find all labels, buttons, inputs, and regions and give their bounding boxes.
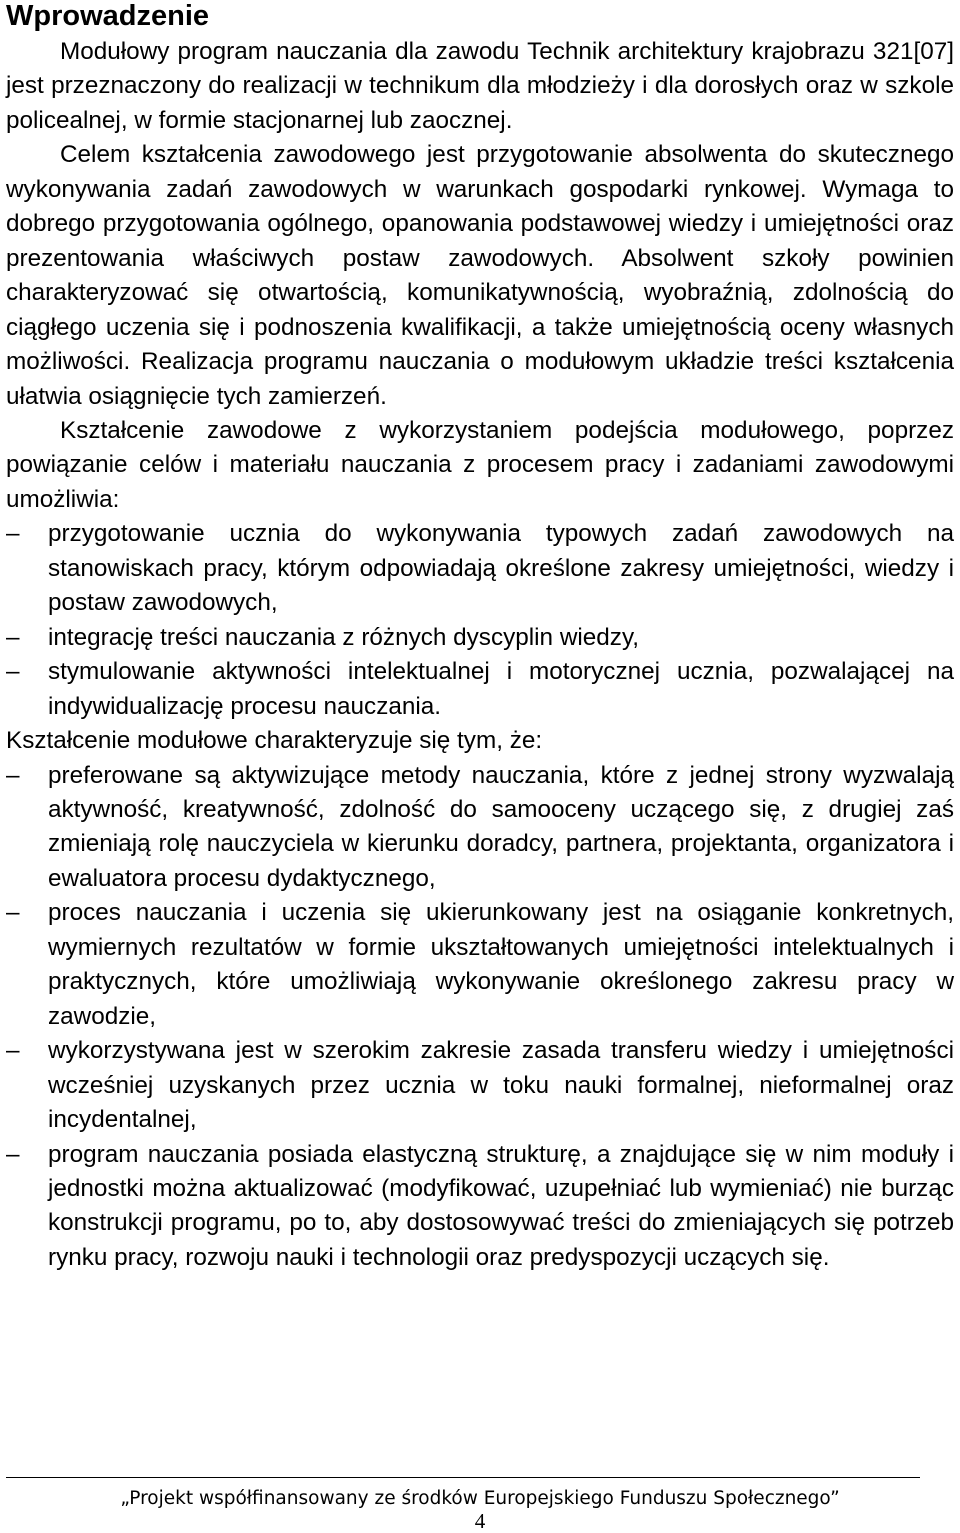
list-item	[6, 621, 954, 655]
list-item-text: preferowane są aktywizujące metody nauczania, które z jednej strony wyzwalają aktywność, kreatywność, zdolność do samooceny uczącego się, z drugiej zaś zmieniają rolę nauczyciela w kierunku doradcy, partnera, projektanta, organizatora i ewaluatora procesu dydaktycznego,	[48, 761, 954, 892]
bullet-list-enables	[6, 517, 954, 724]
bullet-list-characteristics	[6, 759, 954, 1276]
list-item	[6, 517, 954, 620]
list-item	[6, 896, 954, 1034]
dash-marker: –	[6, 1037, 20, 1065]
dash-marker: –	[6, 1140, 20, 1168]
list-item-text: integrację treści nauczania z różnych dyscyplin wiedzy,	[48, 623, 640, 651]
page-title: Wprowadzenie	[6, 0, 210, 32]
list-item-text: proces nauczania i uczenia się ukierunkowany jest na osiąganie konkretnych, wymiernych rezultatów w formie ukształtowanych umiejętności intelektualnych i praktycznych, które umożliwiają wykonywanie określonego zakresu pracy w zawodzie,	[48, 899, 954, 1030]
list-item	[6, 655, 954, 724]
list-item-text: przygotowanie ucznia do wykonywania typowych zadań zawodowych na stanowiskach pracy, którym odpowiadają określone zakresy umiejętności, wiedzy i postaw zawodowych,	[48, 520, 954, 617]
paragraph-characteristics: Kształcenie modułowe charakteryzuje się tym, że:	[6, 727, 543, 755]
dash-marker: –	[6, 520, 20, 548]
footer-divider	[6, 1477, 920, 1478]
footer-text: „Projekt współfinansowany ze środków Europejskiego Funduszu Społecznego”	[120, 1488, 840, 1509]
page-number: 4	[474, 1509, 486, 1533]
paragraph-goals: Celem kształcenia zawodowego jest przygotowanie absolwenta do skutecznego wykonywania zadań zawodowych w warunkach gospodarki rynkowej. Wymaga to dobrego przygotowania ogólnego, opanowania podstawowej wiedzy i umiejętności oraz prezentowania właściwych postaw zawodowych. Absolwent szkoły powinien charakteryzować się otwartością, komunikatywnością, wyobraźnią, zdolnością do ciągłego uczenia się i podnoszenia kwalifikacji, a także umiejętnością oceny własnych możliwości. Realizacja programu nauczania o modułowym układzie treści kształcenia ułatwia osiągnięcie tych zamierzeń.	[6, 141, 954, 410]
list-item	[6, 759, 954, 897]
paragraph-modular-approach: Kształcenie zawodowe z wykorzystaniem podejścia modułowego, poprzez powiązanie celów i materiału nauczania z procesem pracy i zadaniami zawodowymi umożliwia:	[6, 416, 954, 513]
list-item	[6, 1034, 954, 1137]
dash-marker: –	[6, 761, 20, 789]
dash-marker: –	[6, 623, 20, 651]
document-body	[6, 35, 954, 1275]
paragraph-intro: Modułowy program nauczania dla zawodu Technik architektury krajobrazu 321[07] jest przeznaczony do realizacji w technikum dla młodzieży i dla dorosłych oraz w szkole policealnej, w formie stacjonarnej lub zaocznej.	[6, 38, 954, 134]
list-item-text: stymulowanie aktywności intelektualnej i motorycznej ucznia, pozwalającej na indywidualizację procesu nauczania.	[48, 658, 954, 720]
list-item	[6, 1138, 954, 1276]
dash-marker: –	[6, 899, 20, 927]
list-item-text: program nauczania posiada elastyczną strukturę, a znajdujące się w nim moduły i jednostki można aktualizować (modyfikować, uzupełniać lub wymieniać) nie burząc konstrukcji programu, po to, aby dostosowywać treści do zmieniających się potrzeb rynku pracy, rozwoju nauki i technologii oraz predyspozycji uczących się.	[48, 1140, 954, 1271]
list-item-text: wykorzystywana jest w szerokim zakresie zasada transferu wiedzy i umiejętności wcześniej uzyskanych przez ucznia w toku nauki formalnej, nieformalnej oraz incydentalnej,	[48, 1037, 954, 1134]
dash-marker: –	[6, 658, 20, 686]
